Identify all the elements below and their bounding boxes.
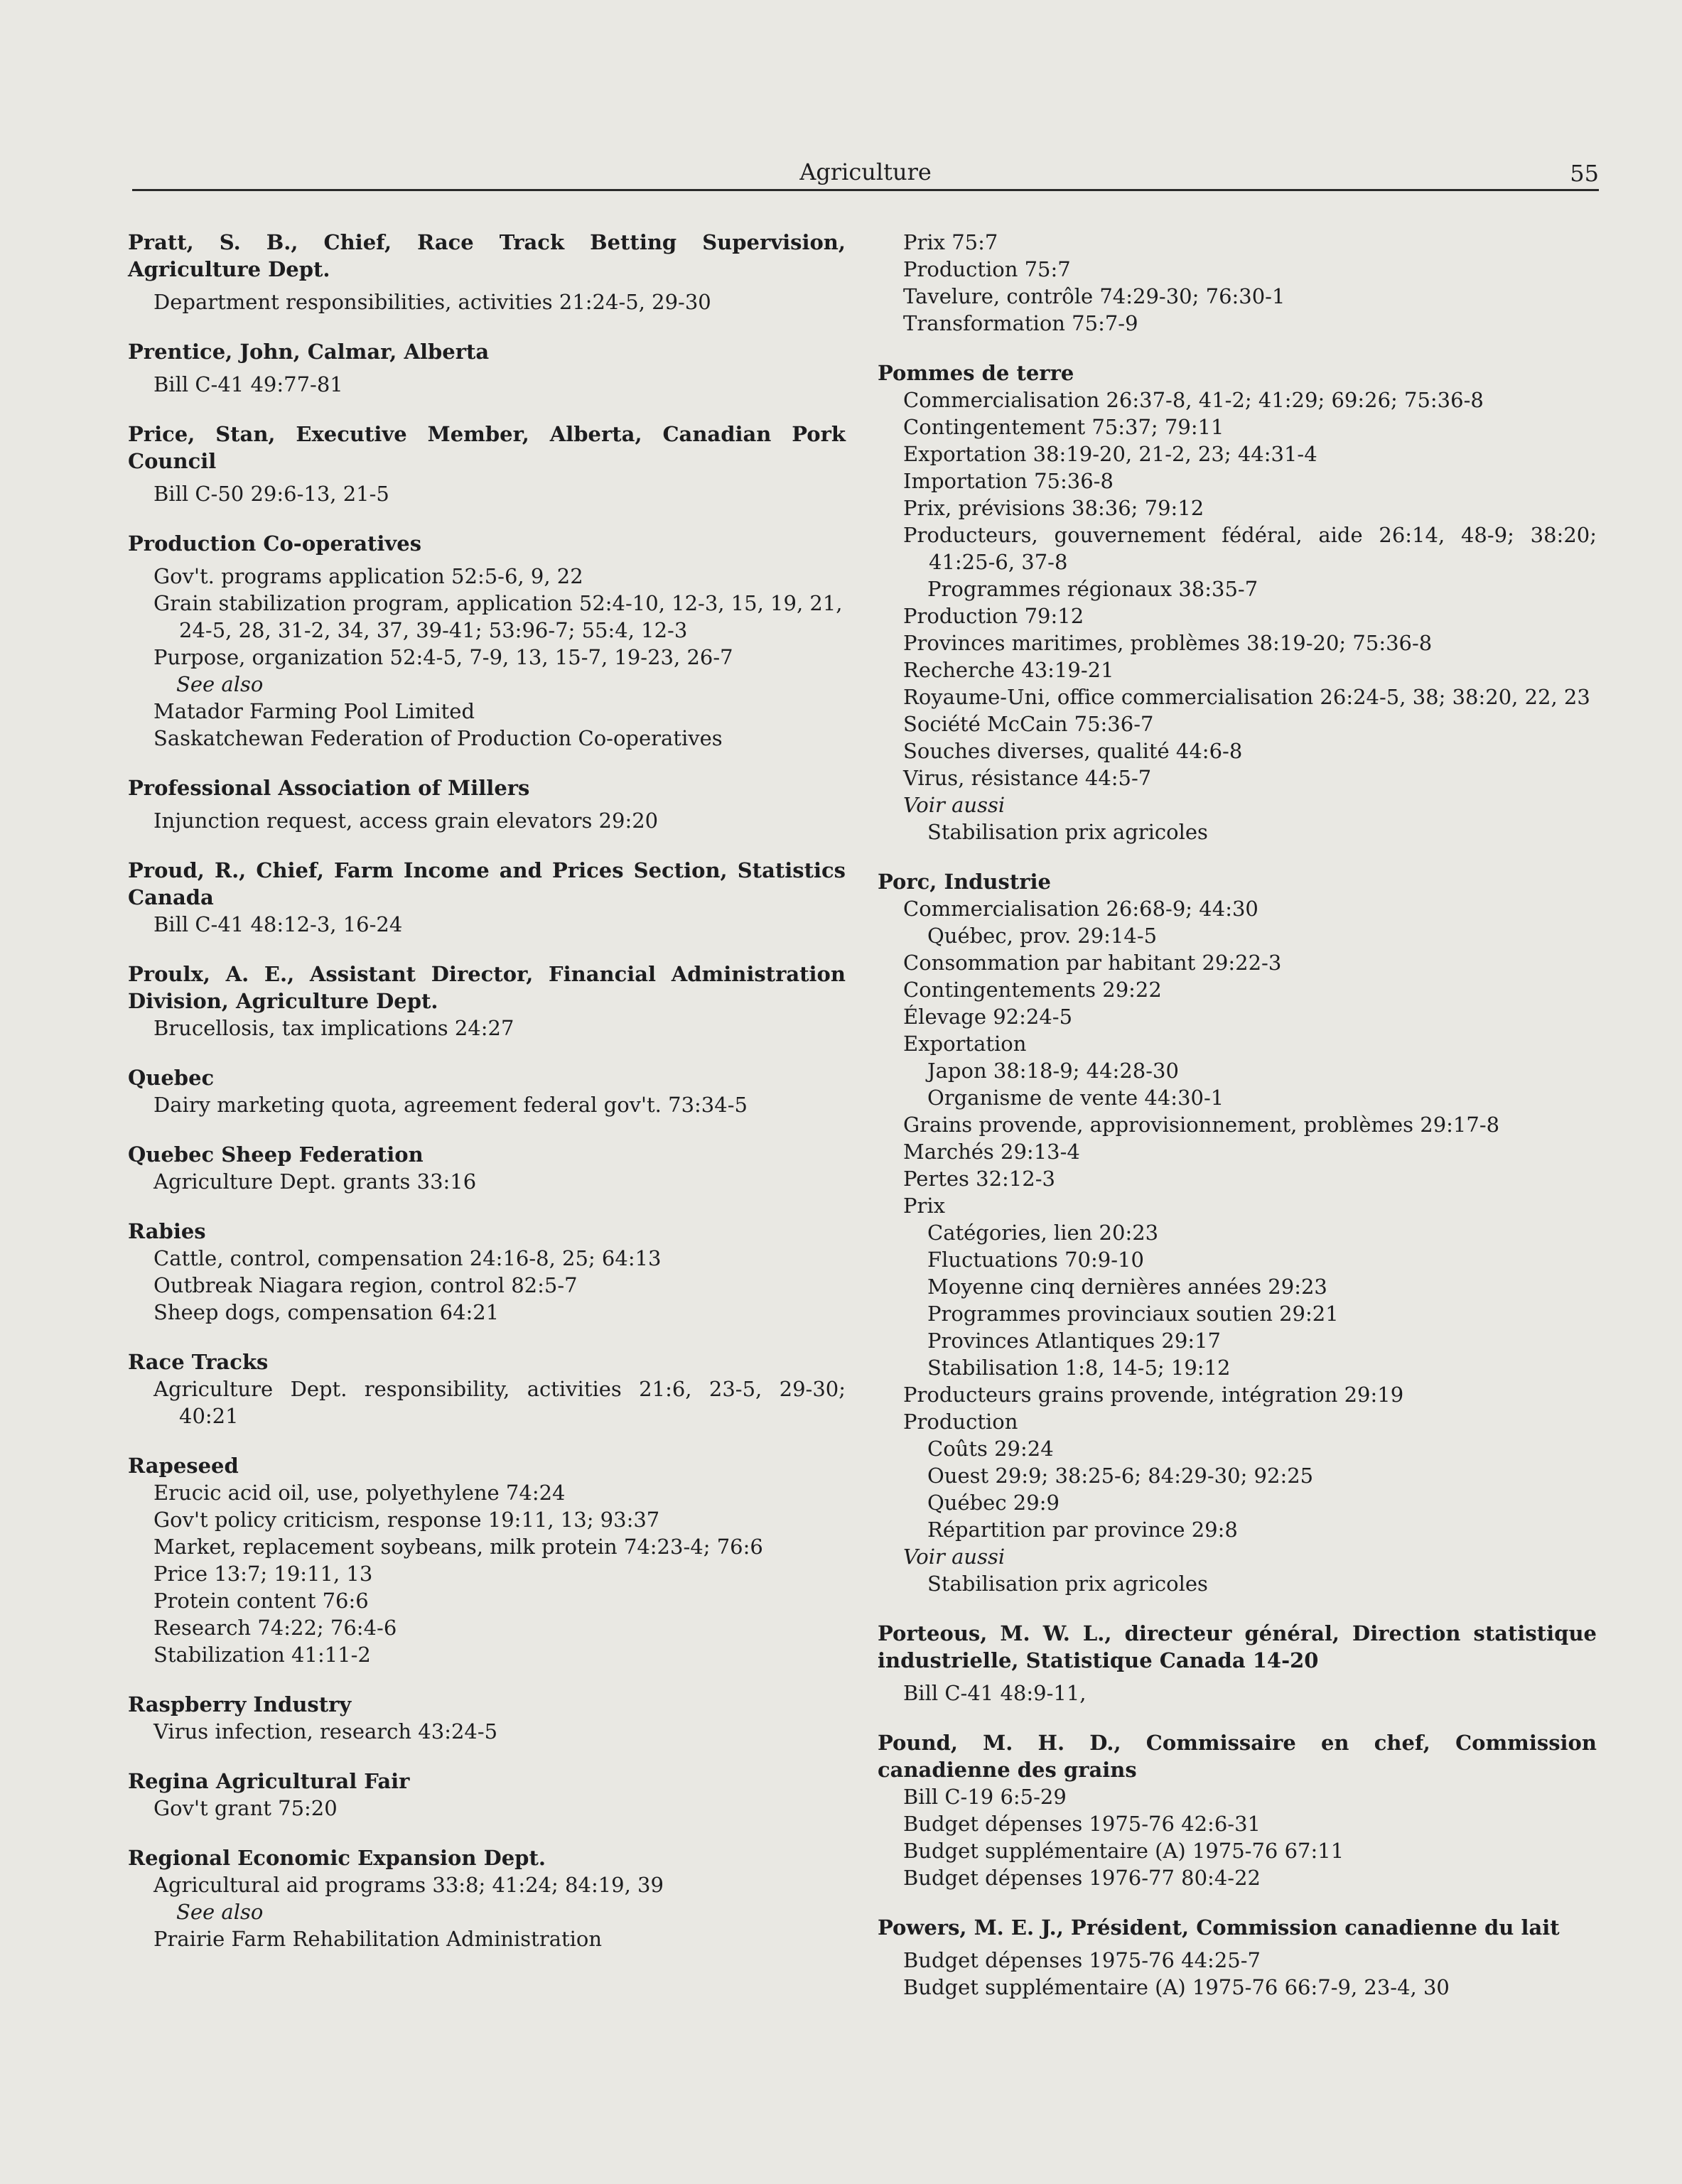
entry-line: Stabilization 41:11-2	[153, 1643, 371, 1667]
entry-heading: Pommes de terre	[878, 361, 1074, 385]
entry-line: Brucellosis, tax implications 24:27	[153, 1016, 514, 1040]
entry-subline: Organisme de vente 44:30-1	[927, 1086, 1224, 1110]
entry-line: Grain stabilization program, application 52:4-10, 12-3, 15, 19, 21, 24-5, 28, 31-2, 34, 37, 39-41; 53:96-7; 55:4, 12-3	[153, 591, 843, 642]
index-entry	[128, 530, 846, 752]
entry-line: Contingentement 75:37; 79:11	[903, 415, 1224, 439]
see-also-label: See also	[176, 1900, 264, 1924]
entry-line: Transformation 75:7-9	[903, 311, 1138, 335]
index-entry	[128, 1452, 846, 1668]
entry-subline: Répartition par province 29:8	[927, 1518, 1238, 1542]
entry-line: Provinces maritimes, problèmes 38:19-20; 75:36-8	[903, 631, 1433, 655]
page-header	[132, 158, 1599, 191]
entry-heading: Regional Economic Expansion Dept.	[128, 1846, 546, 1870]
entry-subline: Programmes provinciaux soutien 29:21	[927, 1302, 1339, 1326]
entry-line: Purpose, organization 52:4-5, 7-9, 13, 15-7, 19-23, 26-7	[153, 645, 733, 669]
entry-subline: Catégories, lien 20:23	[927, 1221, 1159, 1245]
entry-line: Souches diverses, qualité 44:6-8	[903, 739, 1243, 763]
entry-line: Sheep dogs, compensation 64:21	[153, 1300, 500, 1324]
entry-heading: Porteous, M. W. L., directeur général, Direction statistique industrielle, Statistique Canada 14-20	[878, 1621, 1597, 1672]
entry-line: Agriculture Dept. responsibility, activities 21:6, 23-5, 29-30; 40:21	[153, 1377, 846, 1428]
entry-line: Budget supplémentaire (A) 1975-76 66:7-9, 23-4, 30	[903, 1975, 1450, 1999]
entry-line: Contingentements 29:22	[903, 978, 1162, 1002]
entry-subline: Programmes régionaux 38:35-7	[927, 577, 1258, 601]
entry-line: Commercialisation 26:68-9; 44:30	[903, 897, 1258, 921]
entry-line: Production 79:12	[903, 604, 1084, 628]
entry-line: Tavelure, contrôle 74:29-30; 76:30-1	[903, 284, 1285, 308]
index-entry	[128, 1844, 846, 1952]
entry-heading: Quebec Sheep Federation	[128, 1142, 424, 1167]
entry-line: Budget supplémentaire (A) 1975-76 67:11	[903, 1839, 1344, 1863]
entry-line: Bill C-41 48:12-3, 16-24	[153, 912, 403, 936]
index-entry-continued	[878, 229, 1597, 337]
index-entry	[128, 338, 846, 398]
entry-line: Élevage 92:24-5	[903, 1005, 1073, 1029]
entry-line: Gov't. programs application 52:5-6, 9, 22	[153, 564, 583, 588]
left-column	[128, 229, 846, 1975]
entry-line: Société McCain 75:36-7	[903, 712, 1154, 736]
entry-heading: Porc, Industrie	[878, 870, 1051, 894]
entry-heading: Proulx, A. E., Assistant Director, Financial Administration Division, Agriculture Dept.	[128, 962, 846, 1013]
entry-subline: Québec, prov. 29:14-5	[927, 924, 1158, 948]
entry-line: Production	[903, 1410, 1018, 1434]
entry-line: Outbreak Niagara region, control 82:5-7	[153, 1273, 578, 1297]
index-entry	[128, 229, 846, 315]
index-entry	[878, 1729, 1597, 1891]
see-also-label: See also	[176, 672, 264, 696]
entry-subline: Québec 29:9	[927, 1491, 1060, 1515]
entry-line: Agricultural aid programs 33:8; 41:24; 84:19, 39	[153, 1873, 664, 1897]
entry-line: Exportation 38:19-20, 21-2, 23; 44:31-4	[903, 442, 1317, 466]
entry-line: Importation 75:36-8	[903, 469, 1114, 493]
entry-line: Recherche 43:19-21	[903, 658, 1114, 682]
index-entry	[128, 961, 846, 1042]
entry-subline: Provinces Atlantiques 29:17	[927, 1329, 1222, 1353]
entry-heading: Rabies	[128, 1219, 206, 1243]
entry-line: Producteurs, gouvernement fédéral, aide 26:14, 48-9; 38:20; 41:25-6, 37-8	[903, 523, 1597, 574]
entry-line: Cattle, control, compensation 24:16-8, 25; 64:13	[153, 1246, 662, 1270]
entry-line: Department responsibilities, activities 21:24-5, 29-30	[153, 290, 711, 314]
index-entry	[128, 1141, 846, 1195]
entry-line: Virus infection, research 43:24-5	[153, 1719, 498, 1744]
entry-subline: Coûts 29:24	[927, 1437, 1054, 1461]
entry-heading: Production Co-operatives	[128, 531, 422, 556]
entry-line: Commercialisation 26:37-8, 41-2; 41:29; 69:26; 75:36-8	[903, 388, 1484, 412]
entry-heading: Regina Agricultural Fair	[128, 1769, 410, 1793]
index-entry	[878, 360, 1597, 845]
see-also-item: Stabilisation prix agricoles	[927, 1572, 1208, 1596]
entry-line: Pertes 32:12-3	[903, 1167, 1055, 1191]
running-title: Agriculture	[799, 158, 932, 185]
entry-line: Virus, résistance 44:5-7	[903, 766, 1152, 790]
entry-line: Producteurs grains provende, intégration 29:19	[903, 1383, 1404, 1407]
entry-line: Exportation	[903, 1032, 1027, 1056]
entry-line: Research 74:22; 76:4-6	[153, 1616, 397, 1640]
entry-subline: Japon 38:18-9; 44:28-30	[927, 1059, 1179, 1083]
index-entry	[128, 774, 846, 834]
entry-heading: Raspberry Industry	[128, 1692, 352, 1717]
entry-line: Budget dépenses 1975-76 42:6-31	[903, 1812, 1261, 1836]
entry-line: Gov't policy criticism, response 19:11, 13; 93:37	[153, 1508, 660, 1532]
entry-heading: Pratt, S. B., Chief, Race Track Betting Supervision, Agriculture Dept.	[128, 230, 846, 281]
see-also-item: Stabilisation prix agricoles	[927, 820, 1208, 844]
entry-line: Production 75:7	[903, 257, 1071, 281]
index-entry	[128, 1064, 846, 1118]
entry-line: Bill C-50 29:6-13, 21-5	[153, 482, 389, 506]
index-entry	[128, 1691, 846, 1745]
entry-subline: Fluctuations 70:9-10	[927, 1248, 1144, 1272]
entry-line: Consommation par habitant 29:22-3	[903, 951, 1282, 975]
entry-heading: Powers, M. E. J., Président, Commission canadienne du lait	[878, 1915, 1560, 1940]
entry-heading: Pound, M. H. D., Commissaire en chef, Commission canadienne des grains	[878, 1731, 1597, 1782]
entry-line: Royaume-Uni, office commercialisation 26:24-5, 38; 38:20, 22, 23	[903, 685, 1590, 709]
entry-line: Dairy marketing quota, agreement federal gov't. 73:34-5	[153, 1093, 748, 1117]
see-also-item: Saskatchewan Federation of Production Co-operatives	[153, 726, 723, 750]
entry-subline: Ouest 29:9; 38:25-6; 84:29-30; 92:25	[927, 1464, 1314, 1488]
entry-line: Prix	[903, 1194, 946, 1218]
entry-line: Agriculture Dept. grants 33:16	[153, 1169, 477, 1194]
see-also-label: Voir aussi	[903, 1545, 1006, 1569]
entry-heading: Quebec	[128, 1066, 215, 1090]
see-also-label: Voir aussi	[903, 793, 1006, 817]
index-entry	[878, 868, 1597, 1597]
entry-subline: Stabilisation 1:8, 14-5; 19:12	[927, 1356, 1231, 1380]
entry-line: Bill C-41 48:9-11,	[903, 1681, 1087, 1705]
index-entry	[878, 1620, 1597, 1707]
index-entry	[128, 1348, 846, 1429]
right-column	[878, 229, 1597, 2023]
entry-line: Gov't grant 75:20	[153, 1796, 338, 1820]
entry-line: Marchés 29:13-4	[903, 1140, 1080, 1164]
entry-line: Grains provende, approvisionnement, problèmes 29:17-8	[903, 1113, 1500, 1137]
entry-subline: Moyenne cinq dernières années 29:23	[927, 1275, 1327, 1299]
entry-line: Budget dépenses 1975-76 44:25-7	[903, 1948, 1261, 1972]
entry-heading: Proud, R., Chief, Farm Income and Prices Section, Statistics Canada	[128, 858, 846, 909]
entry-line: Bill C-41 49:77-81	[153, 372, 343, 396]
entry-heading: Race Tracks	[128, 1350, 269, 1374]
entry-line: Protein content 76:6	[153, 1589, 369, 1613]
entry-line: Market, replacement soybeans, milk protein 74:23-4; 76:6	[153, 1535, 763, 1559]
entry-line: Erucic acid oil, use, polyethylene 74:24	[153, 1481, 566, 1505]
entry-line: Prix 75:7	[903, 230, 998, 254]
index-entry	[128, 857, 846, 938]
index-entry	[128, 1218, 846, 1326]
entry-line: Budget dépenses 1976-77 80:4-22	[903, 1866, 1261, 1890]
index-entry	[878, 1914, 1597, 2001]
see-also-item: Matador Farming Pool Limited	[153, 699, 475, 723]
entry-line: Price 13:7; 19:11, 13	[153, 1562, 373, 1586]
entry-heading: Professional Association of Millers	[128, 776, 530, 800]
entry-heading: Rapeseed	[128, 1454, 239, 1478]
entry-heading: Price, Stan, Executive Member, Alberta, Canadian Pork Council	[128, 422, 846, 473]
see-also-item: Prairie Farm Rehabilitation Administration	[153, 1927, 603, 1951]
index-entry	[128, 1768, 846, 1822]
entry-heading: Prentice, John, Calmar, Alberta	[128, 340, 490, 364]
entry-line: Bill C-19 6:5-29	[903, 1785, 1067, 1809]
entry-line: Injunction request, access grain elevators 29:20	[153, 809, 659, 833]
page-number: 55	[1570, 160, 1599, 187]
entry-line: Prix, prévisions 38:36; 79:12	[903, 496, 1204, 520]
index-entry	[128, 421, 846, 507]
